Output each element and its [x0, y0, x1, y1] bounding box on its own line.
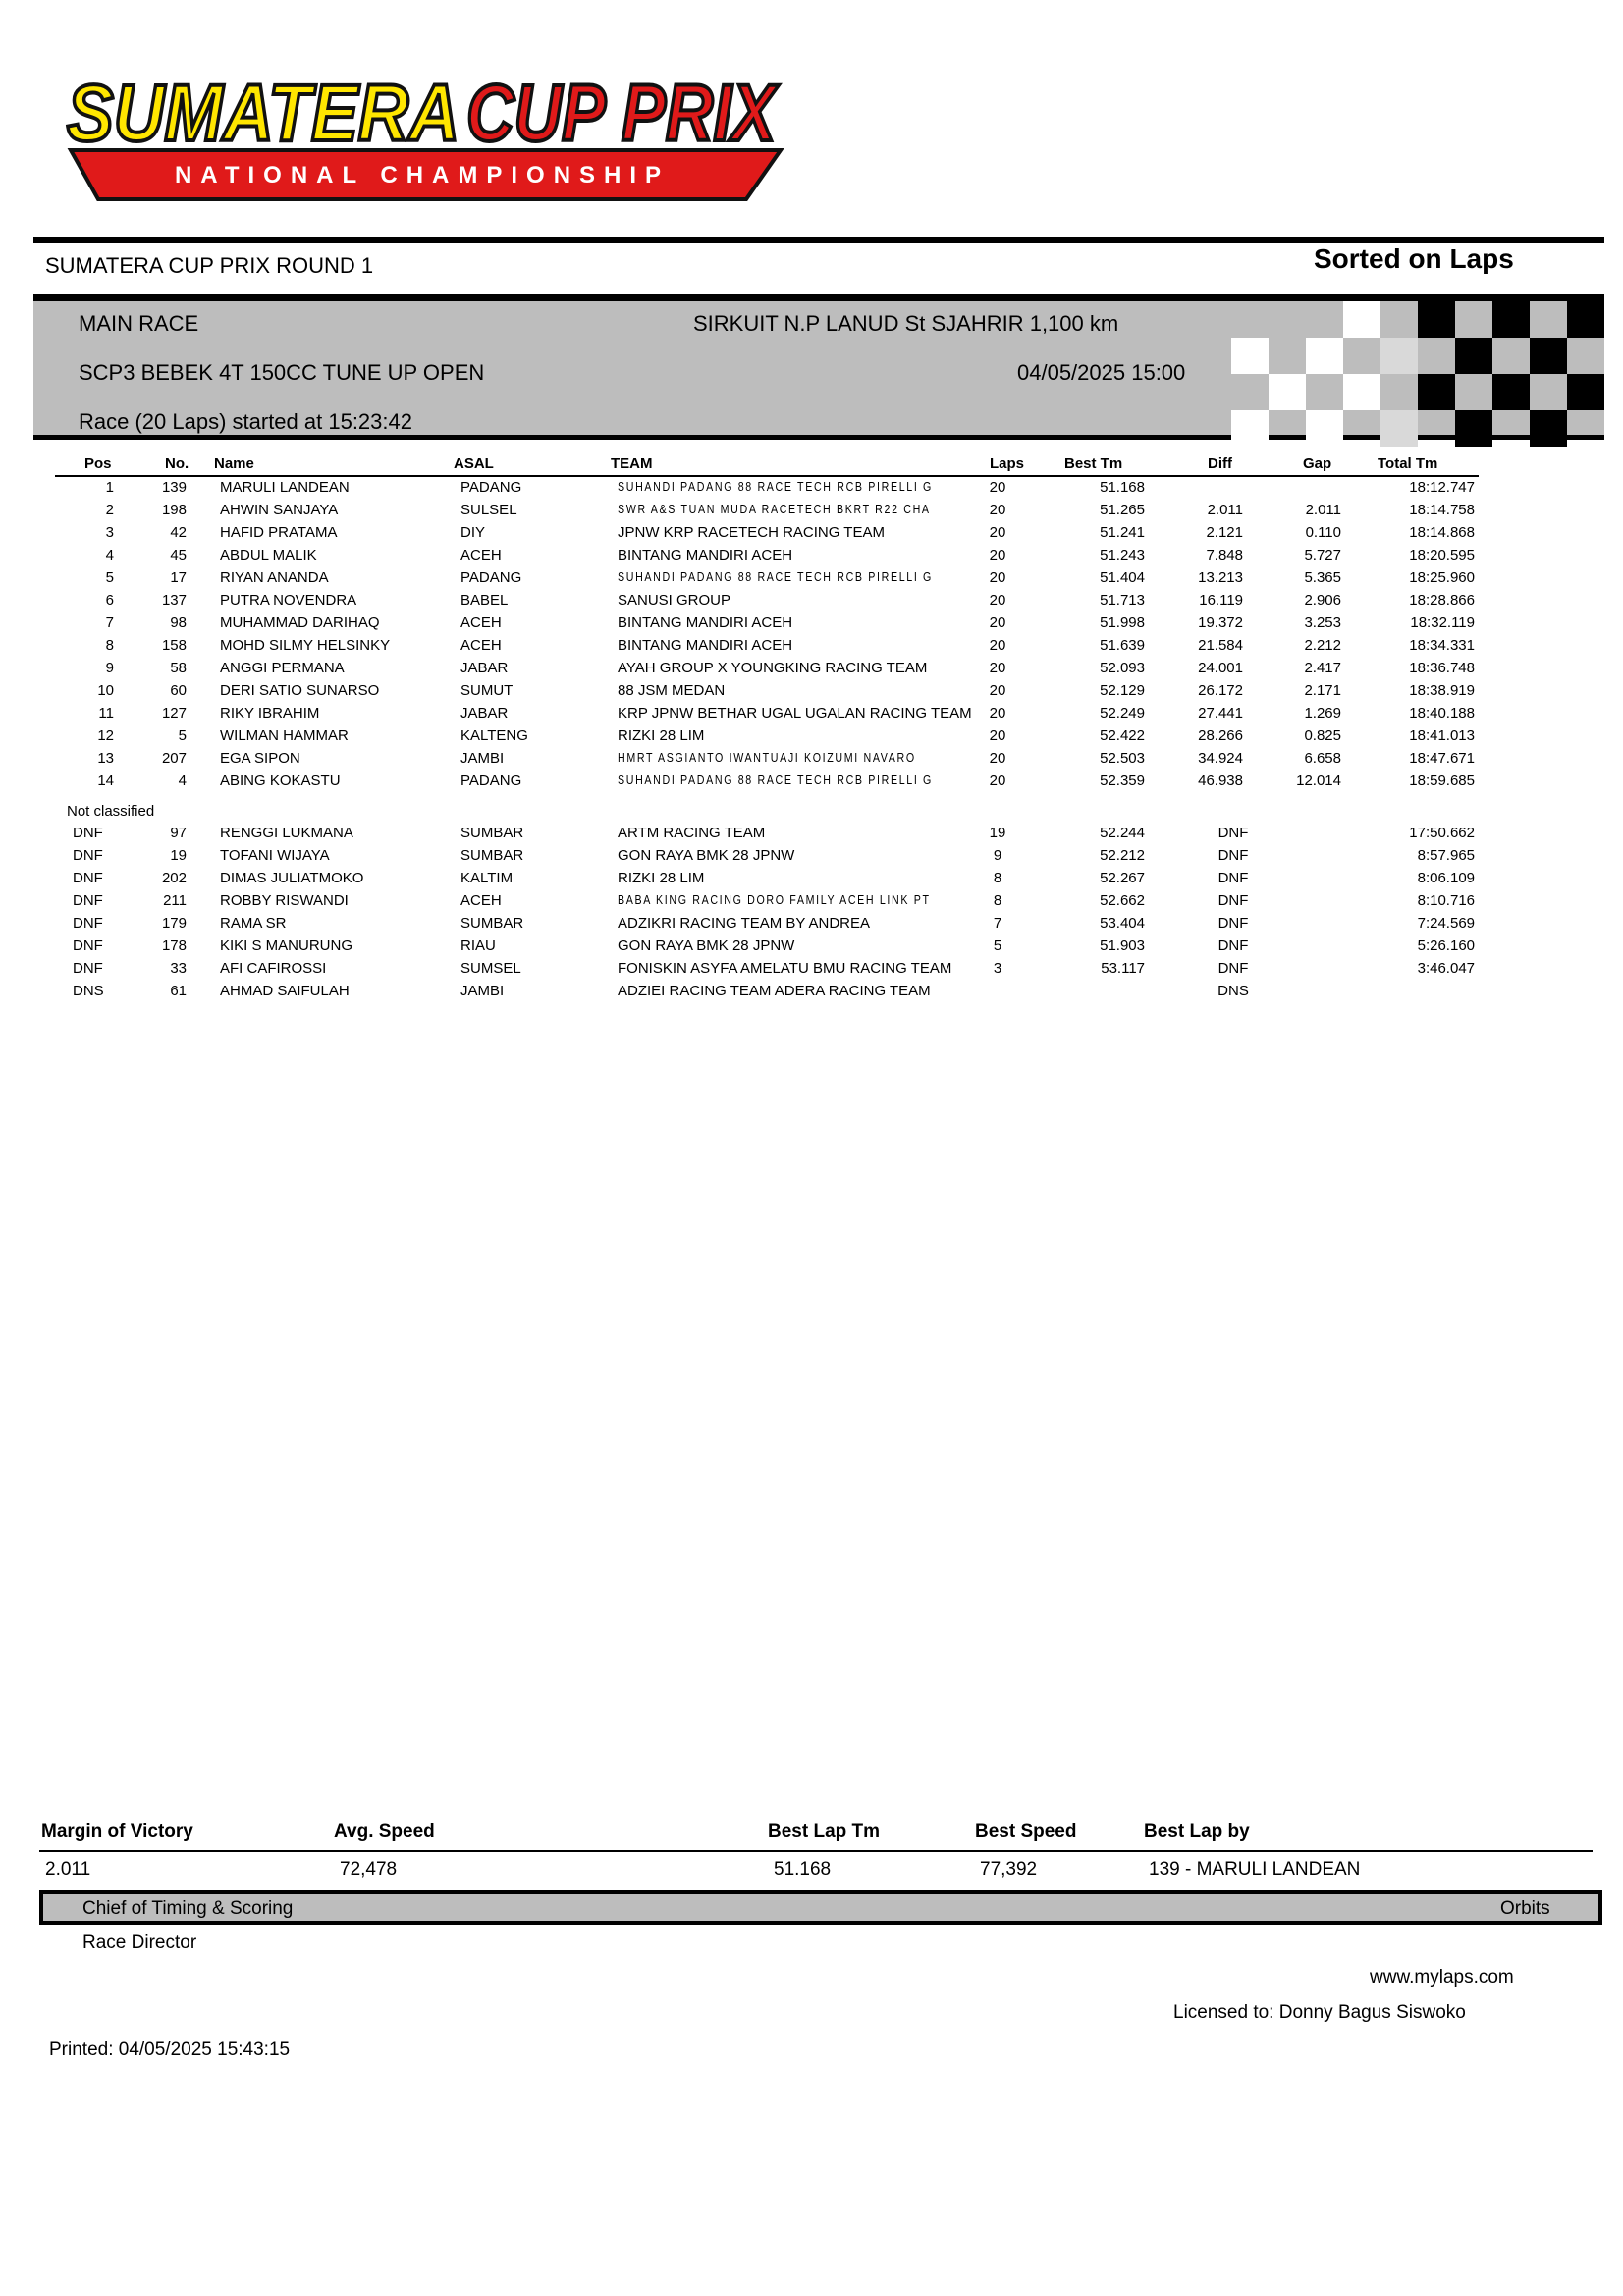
total-time-cell: 18:47.671 — [1409, 750, 1475, 767]
team-cell: GON RAYA BMK 28 JPNW — [618, 847, 795, 864]
asal-cell: JABAR — [460, 705, 509, 721]
gap-cell: 5.365 — [1304, 569, 1341, 586]
checker-square — [1492, 374, 1530, 410]
best-lap-by-label: Best Lap by — [1144, 1821, 1250, 1842]
avg-speed-value: 72,478 — [340, 1859, 398, 1880]
status-cell: DNS — [73, 983, 104, 999]
number-cell: 45 — [170, 547, 187, 563]
diff-cell: 16.119 — [1199, 592, 1243, 609]
asal-cell: DIY — [460, 524, 486, 541]
best-time-cell: 51.903 — [1100, 937, 1145, 954]
table-row — [55, 725, 1479, 748]
checker-square — [1567, 374, 1604, 410]
diff-cell: DNF — [1217, 892, 1249, 909]
event-title: SUMATERA CUP PRIX ROUND 1 — [45, 253, 374, 278]
number-cell: 202 — [161, 870, 187, 886]
team-cell: FONISKIN ASYFA AMELATU BMU RACING TEAM — [618, 960, 952, 977]
total-time-cell: 17:50.662 — [1409, 825, 1475, 841]
status-cell: DNF — [73, 960, 103, 977]
total-time-cell: 18:14.758 — [1409, 502, 1475, 518]
name-cell: ABDUL MALIK — [220, 547, 317, 563]
not-classified-rows — [55, 823, 1479, 1003]
diff-cell: DNF — [1217, 915, 1249, 932]
team-cell: GON RAYA BMK 28 JPNW — [618, 937, 795, 954]
table-row — [55, 890, 1479, 913]
team-cell: BINTANG MANDIRI ACEH — [618, 547, 793, 563]
name-cell: PUTRA NOVENDRA — [220, 592, 357, 609]
checker-square — [1231, 338, 1269, 374]
team-cell: SUHANDI PADANG 88 RACE TECH RCB PIRELLI G — [618, 569, 933, 584]
name-cell: HAFID PRATAMA — [220, 524, 338, 541]
diff-cell: DNF — [1217, 937, 1249, 954]
checker-square — [1343, 301, 1380, 338]
asal-cell: JAMBI — [460, 983, 505, 999]
number-cell: 97 — [170, 825, 187, 841]
number-cell: 211 — [163, 892, 187, 909]
team-cell: ARTM RACING TEAM — [618, 825, 766, 841]
table-row — [55, 935, 1479, 958]
name-cell: EGA SIPON — [220, 750, 300, 767]
diff-cell: DNF — [1217, 870, 1249, 886]
status-cell: DNF — [73, 825, 103, 841]
gap-cell: 12.014 — [1296, 773, 1341, 789]
race-datetime: 04/05/2025 15:00 — [1017, 360, 1186, 385]
table-row — [55, 545, 1479, 567]
pos-cell: 9 — [105, 660, 114, 676]
diff-cell: DNF — [1217, 847, 1249, 864]
best-speed-value: 77,392 — [980, 1859, 1038, 1880]
total-time-cell: 8:10.716 — [1417, 892, 1475, 909]
licensed-to: Licensed to: Donny Bagus Siswoko — [1173, 2002, 1466, 2023]
number-cell: 19 — [170, 847, 187, 864]
diff-cell: 13.213 — [1198, 569, 1243, 586]
asal-cell: JAMBI — [460, 750, 505, 767]
number-cell: 61 — [170, 983, 187, 999]
total-time-cell: 8:06.109 — [1417, 870, 1475, 886]
best-time-cell: 52.244 — [1100, 825, 1145, 841]
name-cell: AHWIN SANJAYA — [220, 502, 339, 518]
team-cell: AYAH GROUP X YOUNGKING RACING TEAM — [618, 660, 928, 676]
best-time-cell: 51.639 — [1100, 637, 1145, 654]
status-cell: DNF — [73, 937, 103, 954]
number-cell: 179 — [161, 915, 187, 932]
table-row — [55, 680, 1479, 703]
checker-square — [1567, 301, 1604, 338]
asal-cell: ACEH — [460, 614, 502, 631]
number-cell: 5 — [178, 727, 187, 744]
asal-cell: SUMBAR — [460, 915, 524, 932]
laps-cell: 9 — [993, 847, 1002, 864]
margin-label: Margin of Victory — [41, 1821, 193, 1842]
team-cell: BINTANG MANDIRI ACEH — [618, 614, 793, 631]
gap-cell: 0.825 — [1304, 727, 1341, 744]
gap-cell: 0.110 — [1305, 524, 1341, 541]
name-cell: RAMA SR — [220, 915, 287, 932]
logo-word-sumatera: SUMATERA — [67, 69, 460, 158]
race-director-label: Race Director — [82, 1932, 197, 1952]
laps-cell: 20 — [989, 524, 1006, 541]
table-row — [55, 748, 1479, 771]
checker-square — [1269, 374, 1306, 410]
total-time-cell: 18:28.866 — [1409, 592, 1475, 609]
table-row — [55, 522, 1479, 545]
asal-cell: SUMUT — [460, 682, 514, 699]
best-time-cell: 52.359 — [1100, 773, 1145, 789]
laps-cell: 20 — [989, 727, 1006, 744]
table-row — [55, 635, 1479, 658]
team-cell: SUHANDI PADANG 88 RACE TECH RCB PIRELLI G — [618, 479, 933, 494]
best-lap-by-value: 139 - MARULI LANDEAN — [1149, 1859, 1361, 1880]
team-cell: JPNW KRP RACETECH RACING TEAM — [618, 524, 885, 541]
checker-square — [1343, 374, 1380, 410]
diff-cell: DNS — [1217, 983, 1249, 999]
best-lap-label: Best Lap Tm — [768, 1821, 881, 1842]
avg-speed-label: Avg. Speed — [334, 1821, 435, 1842]
name-cell: TOFANI WIJAYA — [220, 847, 330, 864]
name-cell: ANGGI PERMANA — [220, 660, 345, 676]
status-cell: DNF — [73, 870, 103, 886]
total-time-cell: 8:57.965 — [1417, 847, 1475, 864]
gap-cell: 2.417 — [1304, 660, 1341, 676]
status-cell: DNF — [73, 847, 103, 864]
asal-cell: PADANG — [460, 569, 522, 586]
col-best: Best Tm — [1064, 455, 1123, 472]
total-time-cell: 18:34.331 — [1409, 637, 1475, 654]
number-cell: 60 — [170, 682, 187, 699]
best-time-cell: 52.093 — [1100, 660, 1145, 676]
checker-square — [1231, 410, 1269, 447]
best-time-cell: 52.129 — [1100, 682, 1145, 699]
team-cell: BINTANG MANDIRI ACEH — [618, 637, 793, 654]
team-cell: ADZIEI RACING TEAM ADERA RACING TEAM — [618, 983, 931, 999]
number-cell: 127 — [161, 705, 187, 721]
status-cell: DNF — [73, 892, 103, 909]
team-cell: SANUSI GROUP — [618, 592, 731, 609]
laps-cell: 3 — [993, 960, 1002, 977]
total-time-cell: 5:26.160 — [1417, 937, 1475, 954]
orbits-label: Orbits — [1500, 1898, 1550, 1919]
asal-cell: ACEH — [460, 547, 502, 563]
sumatera-cup-prix-logo — [59, 54, 785, 211]
table-row — [55, 981, 1479, 1003]
checker-square — [1455, 410, 1492, 447]
name-cell: RIKY IBRAHIM — [220, 705, 320, 721]
checker-square — [1380, 410, 1418, 447]
checkered-flag-graphic — [1231, 301, 1604, 447]
laps-cell: 8 — [993, 870, 1002, 886]
pos-cell: 10 — [97, 682, 114, 699]
laps-cell: 20 — [989, 479, 1006, 496]
laps-cell: 5 — [993, 937, 1002, 954]
number-cell: 137 — [161, 592, 187, 609]
name-cell: MUHAMMAD DARIHAQ — [220, 614, 380, 631]
pos-cell: 7 — [105, 614, 114, 631]
best-time-cell: 51.713 — [1100, 592, 1145, 609]
total-time-cell: 7:24.569 — [1417, 915, 1475, 932]
checker-square — [1492, 301, 1530, 338]
col-asal: ASAL — [454, 455, 494, 472]
results-table — [55, 454, 1479, 1003]
gap-cell: 2.906 — [1304, 592, 1341, 609]
pos-cell: 2 — [105, 502, 114, 518]
team-cell: SUHANDI PADANG 88 RACE TECH RCB PIRELLI G — [618, 773, 933, 787]
sort-label: Sorted on Laps — [1314, 243, 1514, 274]
gap-cell: 2.212 — [1304, 637, 1341, 654]
status-cell: DNF — [73, 915, 103, 932]
team-cell: BABA KING RACING DORO FAMILY ACEH LINK PT — [618, 892, 931, 907]
table-row — [55, 613, 1479, 635]
name-cell: ROBBY RISWANDI — [220, 892, 349, 909]
laps-cell: 20 — [989, 569, 1006, 586]
best-time-cell: 51.265 — [1100, 502, 1145, 518]
laps-cell: 20 — [989, 660, 1006, 676]
checker-square — [1455, 338, 1492, 374]
number-cell: 178 — [161, 937, 187, 954]
best-time-cell: 52.662 — [1100, 892, 1145, 909]
team-cell: RIZKI 28 LIM — [618, 870, 705, 886]
asal-cell: BABEL — [460, 592, 509, 609]
table-row — [55, 771, 1479, 793]
name-cell: MOHD SILMY HELSINKY — [220, 637, 391, 654]
gap-cell: 2.171 — [1304, 682, 1341, 699]
team-cell: HMRT ASGIANTO IWANTUAJI KOIZUMI NAVARO — [618, 750, 916, 765]
col-no: No. — [165, 455, 189, 472]
diff-cell: 21.584 — [1198, 637, 1243, 654]
gap-cell: 1.269 — [1304, 705, 1341, 721]
best-time-cell: 51.998 — [1100, 614, 1145, 631]
pos-cell: 5 — [105, 569, 114, 586]
table-row — [55, 500, 1479, 522]
best-time-cell: 52.267 — [1100, 870, 1145, 886]
diff-cell: 24.001 — [1198, 660, 1243, 676]
pos-cell: 6 — [105, 592, 114, 609]
gap-cell: 5.727 — [1304, 547, 1341, 563]
total-time-cell: 18:36.748 — [1409, 660, 1475, 676]
team-cell: SWR A&S TUAN MUDA RACETECH BKRT R22 CHA — [618, 502, 931, 516]
number-cell: 4 — [178, 773, 187, 789]
best-time-cell: 51.168 — [1100, 479, 1145, 496]
asal-cell: PADANG — [460, 773, 522, 789]
pos-cell: 11 — [98, 705, 114, 721]
classified-rows — [55, 477, 1479, 793]
best-time-cell: 51.241 — [1100, 524, 1145, 541]
total-time-cell: 18:14.868 — [1409, 524, 1475, 541]
logo-graphic — [59, 54, 785, 211]
name-cell: RIYAN ANANDA — [220, 569, 329, 586]
pos-cell: 14 — [97, 773, 114, 789]
diff-cell: 27.441 — [1198, 705, 1243, 721]
table-row — [55, 845, 1479, 868]
printed-timestamp: Printed: 04/05/2025 15:43:15 — [49, 2039, 291, 2059]
total-time-cell: 18:40.188 — [1409, 705, 1475, 721]
total-time-cell: 18:41.013 — [1409, 727, 1475, 744]
table-row — [55, 913, 1479, 935]
col-pos: Pos — [84, 455, 112, 472]
name-cell: KIKI S MANURUNG — [220, 937, 353, 954]
not-classified-section — [55, 793, 1479, 823]
table-row — [55, 567, 1479, 590]
chief-of-timing-label: Chief of Timing & Scoring — [82, 1898, 294, 1919]
team-cell: ADZIKRI RACING TEAM BY ANDREA — [618, 915, 870, 932]
table-row — [55, 477, 1479, 500]
best-time-cell: 53.404 — [1100, 915, 1145, 932]
best-speed-label: Best Speed — [975, 1821, 1077, 1842]
number-cell: 17 — [170, 569, 187, 586]
table-row — [55, 658, 1479, 680]
checker-square — [1380, 338, 1418, 374]
checker-square — [1306, 338, 1343, 374]
laps-cell: 20 — [989, 614, 1006, 631]
asal-cell: ACEH — [460, 637, 502, 654]
diff-cell: DNF — [1217, 960, 1249, 977]
laps-cell: 20 — [989, 592, 1006, 609]
name-cell: WILMAN HAMMAR — [220, 727, 349, 744]
name-cell: DERI SATIO SUNARSO — [220, 682, 380, 699]
mylaps-url: www.mylaps.com — [1370, 1967, 1514, 1988]
diff-cell: 19.372 — [1198, 614, 1243, 631]
number-cell: 42 — [170, 524, 187, 541]
col-total: Total Tm — [1378, 455, 1438, 472]
number-cell: 207 — [161, 750, 187, 767]
total-time-cell: 18:12.747 — [1409, 479, 1475, 496]
summary-rule — [39, 1850, 1593, 1852]
name-cell: ABING KOKASTU — [220, 773, 341, 789]
total-time-cell: 18:20.595 — [1409, 547, 1475, 563]
number-cell: 158 — [161, 637, 187, 654]
asal-cell: SUMBAR — [460, 825, 524, 841]
session-name: MAIN RACE — [79, 311, 199, 336]
logo-subtitle: NATIONAL CHAMPIONSHIP — [174, 162, 671, 188]
best-time-cell: 52.212 — [1100, 847, 1145, 864]
col-gap: Gap — [1303, 455, 1332, 472]
number-cell: 33 — [170, 960, 187, 977]
pos-cell: 3 — [105, 524, 114, 541]
diff-cell: DNF — [1217, 825, 1249, 841]
table-header — [55, 454, 1479, 477]
number-cell: 198 — [161, 502, 187, 518]
diff-cell: 34.924 — [1198, 750, 1243, 767]
pos-cell: 4 — [105, 547, 114, 563]
logo-word-cup-prix: CUP PRIX — [466, 69, 780, 158]
best-time-cell: 52.422 — [1100, 727, 1145, 744]
best-time-cell: 51.404 — [1100, 569, 1145, 586]
checker-square — [1306, 410, 1343, 447]
laps-cell: 20 — [989, 502, 1006, 518]
header-top-rule — [33, 237, 1604, 243]
pos-cell: 13 — [97, 750, 114, 767]
col-name: Name — [214, 455, 254, 472]
asal-cell: SUMSEL — [460, 960, 521, 977]
circuit-name: SIRKUIT N.P LANUD St SJAHRIR 1,100 km — [693, 311, 1119, 336]
race-start-info: Race (20 Laps) started at 15:23:42 — [79, 409, 412, 434]
not-classified-label: Not classified — [67, 803, 155, 820]
asal-cell: KALTIM — [460, 870, 514, 886]
number-cell: 139 — [161, 479, 187, 496]
laps-cell: 8 — [993, 892, 1002, 909]
col-diff: Diff — [1208, 455, 1232, 472]
total-time-cell: 18:32.119 — [1410, 614, 1475, 631]
name-cell: RENGGI LUKMANA — [220, 825, 353, 841]
name-cell: MARULI LANDEAN — [220, 479, 350, 496]
team-cell: 88 JSM MEDAN — [618, 682, 726, 699]
best-lap-value: 51.168 — [774, 1859, 832, 1880]
gap-cell: 2.011 — [1305, 502, 1341, 518]
table-row — [55, 823, 1479, 845]
asal-cell: SUMBAR — [460, 847, 524, 864]
name-cell: DIMAS JULIATMOKO — [220, 870, 364, 886]
pos-cell: 1 — [105, 479, 114, 496]
best-time-cell: 52.249 — [1100, 705, 1145, 721]
total-time-cell: 18:38.919 — [1409, 682, 1475, 699]
asal-cell: PADANG — [460, 479, 522, 496]
laps-cell: 20 — [989, 547, 1006, 563]
timing-bar — [39, 1890, 1602, 1925]
diff-cell: 2.011 — [1207, 502, 1243, 518]
total-time-cell: 18:25.960 — [1409, 569, 1475, 586]
pos-cell: 8 — [105, 637, 114, 654]
asal-cell: SULSEL — [460, 502, 517, 518]
diff-cell: 28.266 — [1198, 727, 1243, 744]
session-info-band — [33, 294, 1604, 440]
gap-cell: 3.253 — [1304, 614, 1341, 631]
checker-square — [1418, 374, 1455, 410]
diff-cell: 2.121 — [1206, 524, 1243, 541]
laps-cell: 20 — [989, 750, 1006, 767]
col-laps: Laps — [990, 455, 1025, 472]
checker-square — [1418, 301, 1455, 338]
total-time-cell: 3:46.047 — [1417, 960, 1475, 977]
table-row — [55, 590, 1479, 613]
table-row — [55, 703, 1479, 725]
team-cell: KRP JPNW BETHAR UGAL UGALAN RACING TEAM — [618, 705, 972, 721]
laps-cell: 7 — [993, 915, 1002, 932]
pos-cell: 12 — [97, 727, 114, 744]
diff-cell: 46.938 — [1198, 773, 1243, 789]
table-row — [55, 958, 1479, 981]
class-name: SCP3 BEBEK 4T 150CC TUNE UP OPEN — [79, 360, 485, 385]
laps-cell: 20 — [989, 773, 1006, 789]
number-cell: 98 — [170, 614, 187, 631]
total-time-cell: 18:59.685 — [1409, 773, 1475, 789]
asal-cell: ACEH — [460, 892, 502, 909]
asal-cell: RIAU — [460, 937, 496, 954]
name-cell: AFI CAFIROSSI — [220, 960, 327, 977]
diff-cell: 26.172 — [1198, 682, 1243, 699]
col-team: TEAM — [611, 455, 653, 472]
best-time-cell: 53.117 — [1101, 960, 1145, 977]
name-cell: AHMAD SAIFULAH — [220, 983, 350, 999]
team-cell: RIZKI 28 LIM — [618, 727, 705, 744]
laps-cell: 19 — [989, 825, 1006, 841]
asal-cell: JABAR — [460, 660, 509, 676]
laps-cell: 20 — [989, 682, 1006, 699]
checker-square — [1530, 338, 1567, 374]
laps-cell: 20 — [989, 637, 1006, 654]
best-time-cell: 52.503 — [1100, 750, 1145, 767]
diff-cell: 7.848 — [1206, 547, 1243, 563]
number-cell: 58 — [170, 660, 187, 676]
gap-cell: 6.658 — [1304, 750, 1341, 767]
margin-value: 2.011 — [45, 1859, 91, 1880]
asal-cell: KALTENG — [460, 727, 528, 744]
table-row — [55, 868, 1479, 890]
laps-cell: 20 — [989, 705, 1006, 721]
best-time-cell: 51.243 — [1100, 547, 1145, 563]
checker-square — [1530, 410, 1567, 447]
